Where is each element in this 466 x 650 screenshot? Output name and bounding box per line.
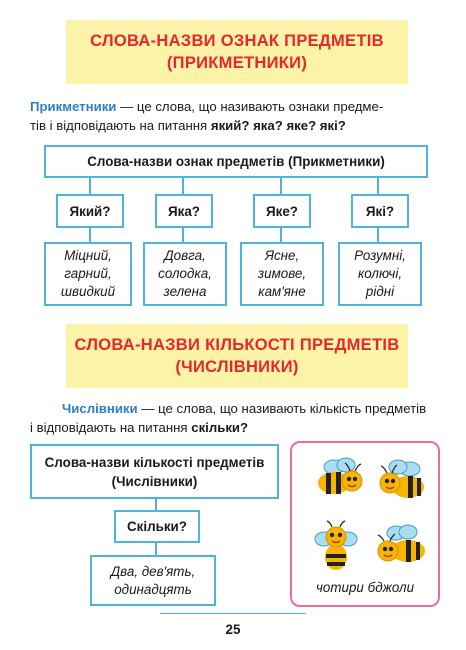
answer-box-skilky [90, 555, 216, 606]
connector [182, 227, 184, 242]
answer-line: Розумні, [354, 248, 406, 263]
page-number: 25 [225, 622, 241, 637]
bee-icon [374, 457, 430, 505]
bee-icon [310, 519, 362, 573]
question-label: Скільки? [127, 519, 187, 534]
section2-term: Числівники [62, 401, 138, 416]
answer-line: Два, дев'ять, [110, 563, 196, 579]
answer-line: Ясне, [264, 248, 300, 263]
answer-line: Довга, [164, 248, 206, 263]
answer-line: солодка, [158, 266, 212, 281]
connector [155, 541, 157, 555]
bees-caption: чотири бджоли [315, 580, 415, 595]
diagram2-header [30, 444, 279, 499]
diagram1-header-text: Слова-назви ознак предметів (Прикметники) [87, 154, 385, 169]
section2-title-line2: (ЧИСЛІВНИКИ) [175, 358, 299, 376]
answer-line: колючі, [357, 266, 403, 281]
section1-title-banner [66, 20, 408, 84]
answer-box-yakyi [44, 242, 132, 306]
connector [280, 227, 282, 242]
question-label: Які? [365, 203, 395, 219]
diagram1-header [44, 145, 428, 178]
answer-line: кам'яне [258, 284, 306, 299]
diagram2-header-line1: Слова-назви кількості предметів [44, 454, 265, 470]
bee-icon [370, 521, 432, 569]
section1-definition [30, 98, 440, 135]
connector [280, 177, 282, 194]
section1-title-line1: СЛОВА-НАЗВИ ОЗНАК ПРЕДМЕТІВ [90, 32, 384, 50]
answer-line: рідні [365, 284, 395, 299]
section1-definition-part2: тів і відповідають на питання [30, 117, 211, 133]
question-label: Який? [69, 203, 111, 219]
question-box-yaka [155, 194, 213, 228]
section2-title-line1: СЛОВА-НАЗВИ КІЛЬКОСТІ ПРЕДМЕТІВ [74, 336, 400, 354]
question-box-yake [253, 194, 311, 228]
section2-question-inline: скільки? [191, 419, 249, 435]
bees-picture [290, 441, 440, 607]
section1-term: Прикметники [30, 99, 117, 114]
connector [89, 177, 91, 194]
question-box-skilky [114, 510, 200, 543]
bee-icon [312, 455, 368, 503]
question-box-yakyi [56, 194, 124, 228]
answer-box-yake [240, 242, 324, 306]
section1-definition-part1: — це слова, що називають ознаки предме- [116, 99, 384, 114]
connector [377, 177, 379, 194]
section2-definition [30, 400, 440, 437]
answer-box-yaka [143, 242, 227, 306]
answer-line: одинадцять [114, 581, 192, 597]
page-number-rule [160, 613, 306, 614]
question-label: Яка? [168, 203, 200, 219]
answer-line: Міцний, [64, 248, 112, 263]
answer-line: зимове, [257, 266, 307, 281]
answer-box-yaki [338, 242, 422, 306]
section1-questions-inline: який? яка? яке? які? [210, 117, 346, 133]
section2-definition-part2: і відповідають на питання [30, 419, 192, 435]
answer-line: швидкий [60, 284, 116, 299]
question-label: Яке? [266, 203, 298, 219]
connector [182, 177, 184, 194]
connector [89, 227, 91, 242]
answer-line: зелена [163, 284, 207, 299]
section2-definition-part1: — це слова, що називають кількість предметів [137, 401, 427, 416]
connector [377, 227, 379, 242]
section2-title-banner [66, 324, 408, 388]
answer-line: гарний, [64, 266, 112, 281]
section1-title-line2: (ПРИКМЕТНИКИ) [166, 54, 308, 72]
question-box-yaki [351, 194, 409, 228]
diagram2-header-line2: (Числівники) [111, 473, 198, 489]
